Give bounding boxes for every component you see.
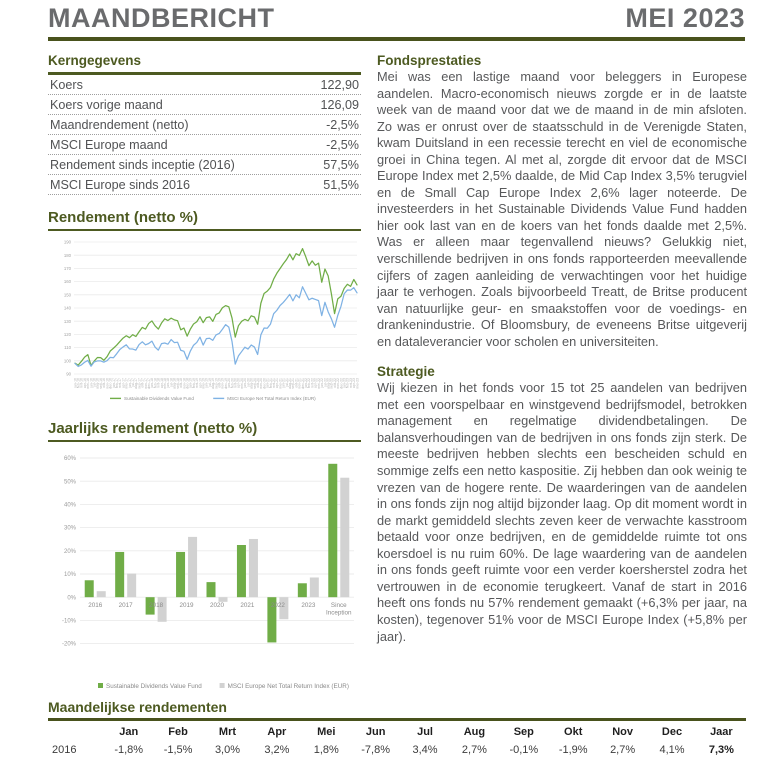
monthly-value-cell: 4,1% — [659, 744, 685, 756]
monthly-header-cell: Jan — [119, 726, 139, 738]
x-axis-tick-label: jan-19 — [188, 378, 193, 388]
jaarlijks-chart-heading: Jaarlijks rendement (netto %) — [48, 420, 361, 442]
x-axis-tick-label: sep-22 — [329, 378, 334, 389]
kerngegevens-row — [48, 175, 361, 195]
kerngegevens-row — [48, 135, 361, 155]
x-axis-tick-label: nov-17 — [143, 378, 148, 389]
fondsprestaties-section — [377, 53, 747, 350]
monthly-data-row — [48, 744, 746, 756]
x-axis-tick-label: mei-17 — [124, 378, 129, 389]
y-axis-tick-label: 0% — [67, 595, 76, 602]
monthly-value-cell: -1,8% — [114, 744, 144, 756]
monthly-value-cell: 3,4% — [412, 744, 438, 756]
kerngegevens-value: -2,5% — [326, 117, 359, 132]
category-label: 2022 — [270, 602, 285, 610]
x-axis-tick-label: jun-21 — [281, 378, 286, 388]
monthly-value-cell: -0,1% — [509, 744, 539, 756]
x-axis-tick-label: mei-23 — [355, 378, 360, 389]
kerngegevens-heading: Kerngegevens — [48, 53, 361, 75]
legend-label: Sustainable Dividends Value Fund — [124, 396, 194, 401]
category-label: Since Inception — [325, 602, 352, 617]
commentary-column — [377, 53, 747, 645]
monthly-returns-section — [48, 699, 746, 756]
jaarlijks-bar-chart — [48, 444, 361, 700]
bar-index — [249, 539, 258, 597]
y-axis-tick-label: 120 — [63, 332, 71, 337]
x-axis-tick-label: jan-20 — [227, 378, 232, 388]
x-axis-tick-label: feb-22 — [307, 378, 312, 388]
y-axis-tick-label: 160 — [63, 279, 71, 285]
bar-index — [310, 577, 319, 597]
x-axis-tick-label: jul-16 — [92, 378, 97, 387]
x-axis-tick-label: jun-22 — [320, 378, 325, 388]
kerngegevens-value: 126,09 — [320, 97, 359, 112]
x-axis-tick-label: apr-19 — [198, 378, 203, 389]
x-axis-tick-label: feb-21 — [268, 378, 273, 388]
x-axis-tick-label: mrt-16 — [79, 378, 84, 389]
kerngegevens-label: Maandrendement (netto) — [50, 117, 189, 132]
report-title: MAANDBERICHT — [48, 3, 275, 33]
x-axis-tick-label: aug-22 — [326, 378, 331, 389]
fondsprestaties-text: Mei was een lastige maand voor beleggers in Europese aandelen. Macro-economisch nieuws zorgde er in de laatste week van de maand voor dat we de maand in de min afsloten. Zo was er onrust over de staatsschuld in de Verenigde Staten, kwam Duitsland in een recessie terecht en viel de economische groei in China tegen. Al met al, zorgde dit ervoor dat de MSCI Europe Index met 2,5% daalde, de Mid Cap Index 3,5% terugviel en de Small Cap Europe Index 2,6% lager noteerde. De investeerders in het Sustainable Dividends Value Fund hadden hier ook last van en de koers van het fonds daalde met 2,5%. Was er alleen maar tegenvallend nieuws? Gelukkig niet, verschillende bedrijven in ons fonds rapporteerden meevallende cijfers of zagen aanleiding de verwachtingen voor het huidige jaar te verhogen. Zoals bijvoorbeeld Treatt, de Britse producent van natuurlijke geur- en smaakstoffen voor de voedings- en drankenindustrie. Of Bloomsbury, de eveneens Britse uitgeverij en dataleverancier voor scholen en universiteiten. — [377, 69, 747, 349]
category-label: 2019 — [179, 602, 194, 610]
monthly-value-cell: 3,2% — [264, 744, 290, 756]
y-axis-tick-label: -10% — [61, 618, 76, 625]
x-axis-tick-label: aug-20 — [249, 378, 254, 389]
monthly-header-cell: Jaar — [710, 726, 733, 738]
monthly-header-cell: Mei — [317, 726, 336, 738]
rendement-chart-heading: Rendement (netto %) — [48, 209, 361, 231]
x-axis-tick-label: jul-22 — [323, 378, 328, 387]
monthly-value-cell: -7,8% — [361, 744, 391, 756]
monthly-header-cell: Jun — [365, 726, 386, 738]
x-axis-tick-label: mrt-23 — [348, 378, 353, 389]
monthly-year-cell: 2016 — [52, 744, 77, 756]
report-period: MEI 2023 — [625, 3, 745, 33]
bar-index — [127, 574, 136, 598]
bar-fund — [237, 545, 246, 597]
monthly-value-cell: -1,9% — [558, 744, 588, 756]
kerngegevens-section — [48, 53, 361, 195]
y-axis-tick-label: 150 — [63, 292, 71, 298]
bar-fund — [176, 552, 185, 597]
kerngegevens-row — [48, 115, 361, 135]
strategie-heading: Strategie — [377, 364, 435, 380]
header-divider — [48, 37, 745, 41]
x-axis-tick-label: jan-21 — [265, 378, 270, 388]
x-axis-tick-label: mei-20 — [239, 378, 244, 389]
legend-label: MSCI Europe Net Total Return Index (EUR) — [227, 683, 349, 690]
bar-fund — [298, 583, 307, 597]
x-axis-tick-label: sep-17 — [137, 378, 142, 389]
x-axis-tick-label: feb-18 — [153, 378, 158, 388]
line-series — [75, 287, 357, 367]
monthly-value-cell: 3,0% — [214, 744, 241, 756]
jaarlijks-chart-section — [48, 420, 361, 700]
x-axis-tick-label: dec-21 — [300, 378, 305, 389]
x-axis-tick-label: sep-21 — [291, 378, 296, 389]
x-axis-tick-label: feb-20 — [230, 378, 235, 388]
x-axis-tick-label: jun-18 — [166, 378, 171, 388]
category-label: 2023 — [301, 602, 316, 610]
kerngegevens-row — [48, 75, 361, 95]
x-axis-tick-label: mei-22 — [316, 378, 321, 389]
x-axis-tick-label: nov-19 — [220, 378, 225, 389]
fondsprestaties-heading: Fondsprestaties — [377, 53, 482, 68]
x-axis-tick-label: jun-16 — [89, 378, 94, 388]
x-axis-tick-label: sep-16 — [98, 378, 103, 389]
monthly-header-cell: Apr — [267, 726, 287, 738]
kerngegevens-row — [48, 95, 361, 115]
bar-index — [188, 537, 197, 597]
x-axis-tick-label: okt-20 — [255, 378, 260, 388]
monthly-value-cell: 2,7% — [610, 744, 636, 756]
x-axis-tick-label: mrt-19 — [195, 378, 200, 389]
x-axis-tick-label: jun-19 — [204, 378, 209, 388]
monthly-value-cell: 2,7% — [461, 744, 487, 756]
x-axis-tick-label: mrt-17 — [118, 378, 123, 389]
kerngegevens-label: Koers vorige maand — [50, 97, 163, 112]
y-axis-tick-label: 40% — [63, 502, 76, 509]
kerngegevens-label: Rendement sinds inceptie (2016) — [50, 157, 235, 172]
monthly-header-cell: Mrt — [218, 726, 237, 738]
x-axis-tick-label: feb-19 — [191, 378, 196, 388]
bar-index — [158, 597, 167, 622]
x-axis-tick-label: apr-20 — [236, 378, 241, 389]
x-axis-tick-label: jul-20 — [246, 378, 251, 387]
monthly-header-cell: Sep — [513, 726, 534, 738]
legend-label: MSCI Europe Net Total Return Index (EUR) — [227, 396, 316, 401]
y-axis-tick-label: 50% — [63, 479, 76, 486]
rendement-chart-section — [48, 209, 361, 409]
x-axis-tick-label: feb-17 — [114, 378, 119, 388]
y-axis-tick-label: 90 — [66, 371, 71, 377]
x-axis-tick-label: jan-17 — [111, 378, 116, 388]
x-axis-tick-label: dec-16 — [108, 378, 113, 389]
y-axis-tick-label: -20% — [61, 641, 76, 648]
monthly-header-cell: Aug — [463, 726, 486, 738]
x-axis-tick-label: jan-18 — [150, 378, 155, 388]
kerngegevens-value: 122,90 — [320, 77, 359, 92]
y-axis-tick-label: 60% — [63, 456, 76, 463]
category-label: 2016 — [88, 602, 103, 610]
x-axis-tick-label: nov-20 — [259, 378, 264, 389]
y-axis-tick-label: 30% — [63, 525, 76, 532]
monthly-jaar-cell: 7,3% — [708, 744, 734, 756]
x-axis-tick-label: aug-16 — [95, 378, 100, 389]
x-axis-tick-label: jan-22 — [304, 378, 309, 388]
kerngegevens-value: 57,5% — [323, 157, 359, 172]
kerngegevens-label: Koers — [50, 77, 83, 92]
x-axis-tick-label: sep-19 — [214, 378, 219, 389]
monthly-header-cell: Nov — [612, 726, 633, 738]
x-axis-tick-label: aug-19 — [211, 378, 216, 389]
x-axis-tick-label: jan-23 — [342, 378, 347, 388]
x-axis-tick-label: apr-23 — [352, 378, 357, 389]
bar-fund — [115, 552, 124, 597]
monthly-header-cell: Feb — [168, 726, 188, 738]
x-axis-tick-label: nov-18 — [182, 378, 187, 389]
y-axis-tick-label: 190 — [63, 239, 71, 245]
kerngegevens-value: -2,5% — [326, 137, 359, 152]
x-axis-tick-label: jul-19 — [207, 378, 212, 387]
y-axis-tick-label: 170 — [63, 266, 71, 271]
y-axis-tick-label: 140 — [63, 305, 71, 311]
x-axis-tick-label: jun-17 — [127, 378, 132, 388]
bar-index — [219, 597, 228, 602]
bar-fund — [328, 464, 337, 597]
monthly-header-row — [48, 726, 746, 738]
x-axis-tick-label: jul-17 — [130, 378, 135, 387]
rendement-line-chart — [48, 233, 361, 409]
x-axis-tick-label: jan-16 — [73, 378, 78, 388]
legend-label: Sustainable Dividends Value Fund — [106, 683, 202, 690]
monthly-header-cell: Jul — [417, 726, 433, 738]
x-axis-tick-label: aug-21 — [288, 378, 293, 389]
x-axis-tick-label: okt-19 — [217, 378, 222, 388]
x-axis-tick-label: aug-17 — [134, 378, 139, 389]
kerngegevens-table — [48, 75, 361, 195]
x-axis-tick-label: dec-19 — [223, 378, 228, 389]
x-axis-tick-label: mrt-20 — [233, 378, 238, 389]
kerngegevens-label: MSCI Europe sinds 2016 — [50, 177, 191, 192]
y-axis-tick-label: 100 — [63, 358, 71, 364]
x-axis-tick-label: apr-16 — [82, 378, 87, 389]
y-axis-tick-label: 180 — [63, 252, 71, 258]
bar-fund — [85, 580, 94, 597]
legend-marker — [220, 683, 225, 688]
category-label: 2018 — [149, 602, 164, 610]
x-axis-tick-label: feb-23 — [345, 378, 350, 388]
category-label: 2017 — [118, 602, 133, 610]
x-axis-tick-label: okt-18 — [179, 378, 184, 388]
monthly-value-cell: 1,8% — [313, 744, 339, 756]
y-axis-tick-label: 130 — [63, 318, 71, 324]
x-axis-tick-label: okt-16 — [102, 378, 107, 388]
x-axis-tick-label: nov-21 — [297, 378, 302, 389]
x-axis-tick-label: nov-22 — [336, 378, 341, 389]
bar-index — [340, 478, 349, 597]
x-axis-tick-label: okt-21 — [294, 378, 299, 388]
monthly-returns-heading: Maandelijkse rendementen — [48, 699, 746, 721]
x-axis-tick-label: dec-18 — [185, 378, 190, 389]
x-axis-tick-label: okt-22 — [332, 378, 337, 388]
x-axis-tick-label: jul-18 — [169, 378, 174, 387]
x-axis-tick-label: sep-20 — [252, 378, 257, 389]
x-axis-tick-label: jul-21 — [284, 378, 289, 387]
x-axis-tick-label: jun-20 — [243, 378, 248, 388]
bar-fund — [207, 582, 216, 597]
y-axis-tick-label: 110 — [64, 345, 71, 351]
strategie-section — [377, 364, 747, 645]
y-axis-tick-label: 20% — [63, 548, 76, 555]
x-axis-tick-label: apr-22 — [313, 378, 318, 389]
monthly-header-cell: Dec — [661, 726, 683, 738]
x-axis-tick-label: apr-21 — [275, 378, 280, 389]
x-axis-tick-label: apr-17 — [121, 378, 126, 389]
strategie-text: Wij kiezen in het fonds voor 15 tot 25 aandelen van bedrijven met een voorspelbaar en winstgevend bedrijfsmodel, betrokken management en regelmatige dividendbetalingen. De balansverhoudingen van de bedrijven in ons fonds zijn sterk. De meeste bedrijven hebben slechts een bescheiden schuld en sommige zelfs een netto kaspositie. Zij hebben dan ook weinig te vrezen van de hogere rente. De waarderingen van de aandelen in ons fonds zijn nog altijd bijzonder laag. Op dit moment wordt in de markt gemiddeld slechts zeven keer de verwachte kasstroom betaald voor onze bedrijven, en de gemiddelde ruimte tot ons koersdoel is nu ruim 60%. De lage waardering van de aandelen in ons fonds geeft ruimte voor een verder koersherstel zodra het vertrouwen in de economie terugkeert. Vanaf de start in 2016 heeft ons fonds nu 57% rendement gemaakt (+6,3% per jaar, na kosten), tegenover 51% voor de MSCI Europe Index (+5,8% per jaar). — [377, 380, 747, 644]
kerngegevens-label: MSCI Europe maand — [50, 137, 168, 152]
x-axis-tick-label: nov-16 — [105, 378, 110, 389]
x-axis-tick-label: mrt-22 — [310, 378, 315, 389]
bar-index — [97, 591, 106, 597]
monthly-header-cell: Okt — [564, 726, 583, 738]
monthly-returns-table — [48, 726, 746, 756]
monthly-value-cell: -1,5% — [163, 744, 193, 756]
x-axis-tick-label: mrt-18 — [156, 378, 161, 389]
kerngegevens-row — [48, 155, 361, 175]
category-label: 2021 — [240, 602, 255, 610]
kerngegevens-value: 51,5% — [323, 177, 359, 192]
x-axis-tick-label: dec-22 — [339, 378, 344, 389]
x-axis-tick-label: mrt-21 — [271, 378, 276, 389]
x-axis-tick-label: mei-21 — [278, 378, 283, 389]
x-axis-tick-label: sep-18 — [175, 378, 180, 389]
x-axis-tick-label: dec-20 — [262, 378, 267, 389]
x-axis-tick-label: mei-19 — [201, 378, 206, 389]
x-axis-tick-label: mei-18 — [163, 378, 168, 389]
x-axis-tick-label: mei-16 — [86, 378, 91, 389]
category-label: 2020 — [209, 602, 225, 610]
x-axis-tick-label: apr-18 — [159, 378, 164, 389]
x-axis-tick-label: feb-16 — [76, 378, 81, 388]
x-axis-tick-label: okt-17 — [140, 378, 145, 388]
legend-marker — [98, 683, 103, 688]
x-axis-tick-label: aug-18 — [172, 378, 177, 389]
x-axis-tick-label: dec-17 — [147, 378, 152, 389]
y-axis-tick-label: 10% — [63, 572, 76, 579]
